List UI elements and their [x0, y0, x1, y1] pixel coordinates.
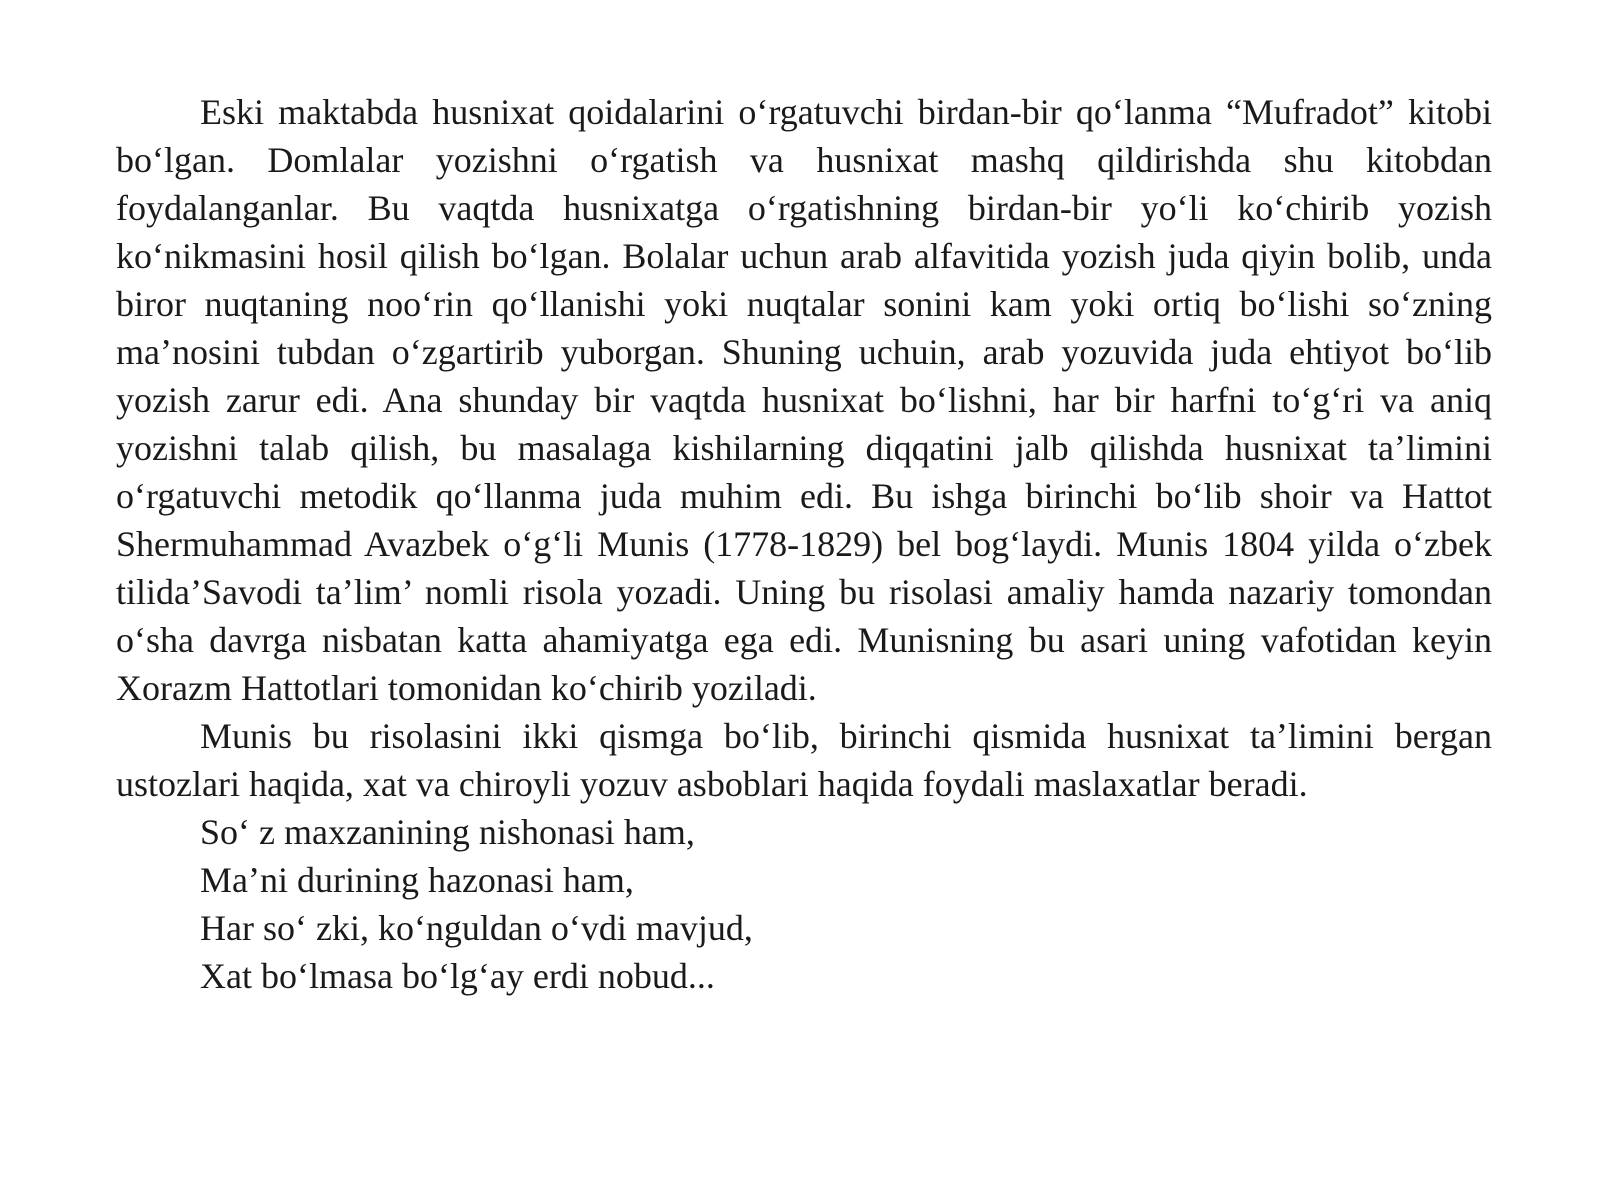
- paragraph-munis-treatise: Munis bu risolasini ikki qismga boʻlib, birinchi qismida husnixat taʼlimini bergan ustozlari haqida, xat va chiroyli yozuv asboblari haqida foydali maslaxatlar beradi.: [116, 716, 1492, 804]
- poem-line-2: Maʼni durining hazonasi ham,: [200, 860, 634, 900]
- paragraph-mufradot: Eski maktabda husnixat qoidalarini oʻrgatuvchi birdan-bir qoʻlanma “Mufradot” kitobi boʻlgan. Domlalar yozishni oʻrgatish va husnixat mashq qildirishda shu kitobdan foydalanganlar. Bu vaqtda husnixatga oʻrgatishning birdan-bir yoʻli koʻchirib yozish koʻnikmasini hosil qilish boʻlgan. Bolalar uchun arab alfavitida yozish juda qiyin bolib, unda biror nuqtaning nooʻrin qoʻllanishi yoki nuqtalar sonini kam yoki ortiq boʻlishi soʻzning maʼnosini tubdan oʻzgartirib yuborgan. Shuning uchuin, arab yozuvida juda ehtiyot boʻlib yozish zarur edi. Ana shunday bir vaqtda husnixat boʻlishni, har bir harfni toʻgʻri va aniq yozishni talab qilish, bu masalaga kishilarning diqqatini jalb qilishda husnixat taʼlimini oʻrgatuvchi metodik qoʻllanma juda muhim edi. Bu ishga birinchi boʻlib shoir va Hattot Shermuhammad Avazbek oʻgʻli Munis (1778-1829) bel bogʻlaydi. Munis 1804 yilda oʻzbek tilida’Savodi taʼlim’ nomli risola yozadi. Uning bu risolasi amaliy hamda nazariy tomondan oʻsha davrga nisbatan katta ahamiyatga ega edi. Munisning bu asari uning vafotidan keyin Xorazm Hattotlari tomonidan koʻchirib yoziladi.: [116, 92, 1492, 708]
- poem-line-3: Har soʻ zki, koʻnguldan oʻvdi mavjud,: [200, 908, 753, 948]
- poem-line-1: Soʻ z maxzanining nishonasi ham,: [200, 812, 695, 852]
- poem-quote: [116, 808, 1492, 1000]
- document-page: [116, 88, 1492, 1000]
- poem-line-4: Xat boʻlmasa boʻlgʻay erdi nobud...: [200, 956, 715, 996]
